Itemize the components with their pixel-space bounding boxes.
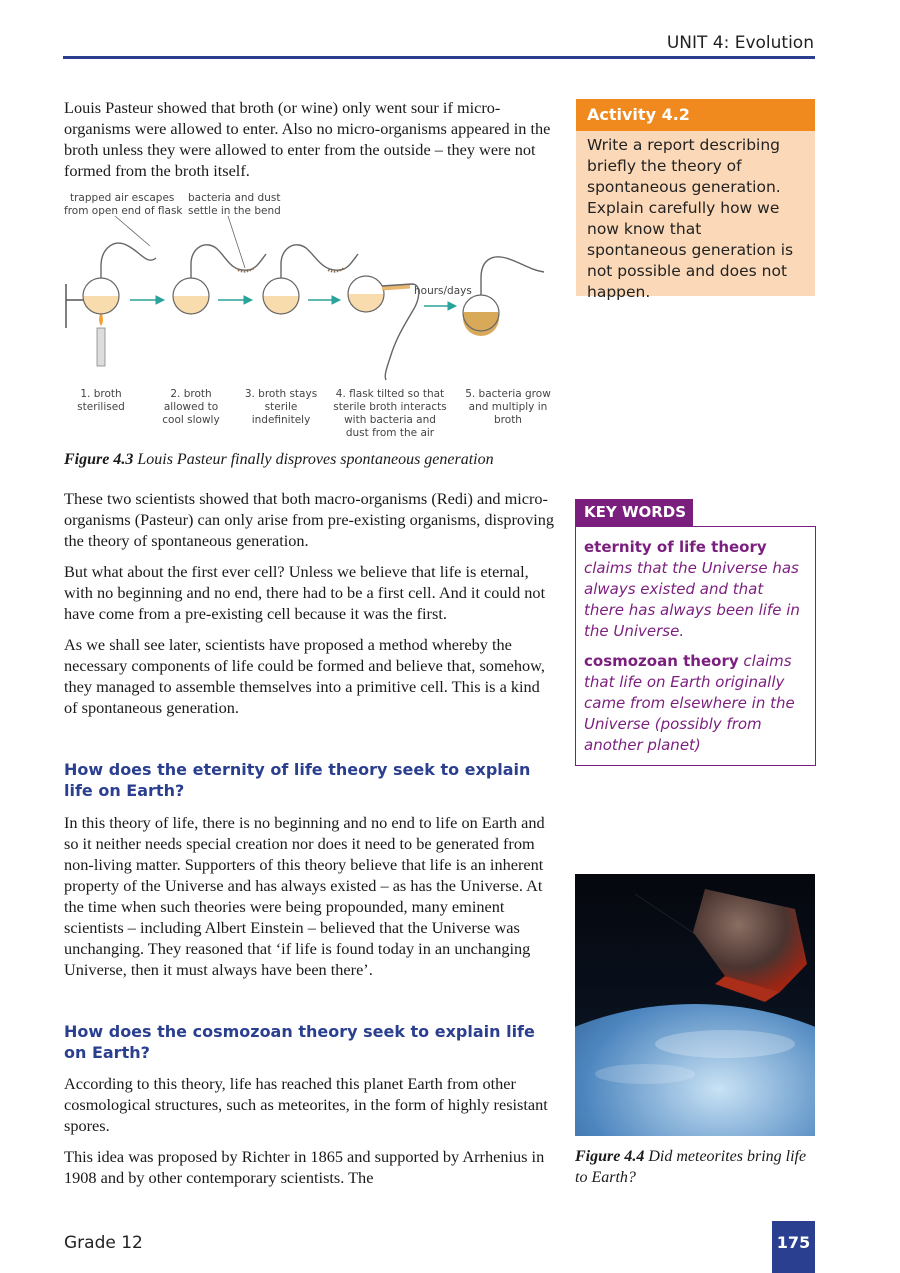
label-bacteria-dust-1: bacteria and dust	[188, 192, 281, 204]
body-section-b	[64, 1073, 554, 1188]
paragraph-cosmozoan: According to this theory, life has reached this planet Earth from other cosmological structures, such as meteorites, in the form of highly resistant spores.	[64, 1074, 548, 1135]
footer-grade: Grade 12	[64, 1233, 143, 1253]
key-word-definition: claims that the Universe has always existed and that there has always been life in the Universe.	[584, 559, 800, 640]
page-number: 175	[772, 1221, 815, 1273]
step-3-line-3: indefinitely	[251, 414, 311, 426]
paragraph-eternity: In this theory of life, there is no beginning and no end to life on Earth and so it neither needs special creation nor does it need to be generated from non-living matter. Supporters of this theory believe that life is an inherent property of the Universe and has always existed – as has the Universe. At the time when such theories were being propounded, many eminent scientists – including Albert Einstein – believed that the Universe was unchanging. They reasoned that ‘if life is found today in an unchanging Universe, then it must always have been there’.	[64, 813, 545, 979]
step-2-line-2: allowed to	[163, 401, 219, 413]
hours-days-label: hours/days	[414, 285, 472, 297]
unit-header: UNIT 4: Evolution	[666, 33, 814, 53]
flask-5	[463, 257, 544, 336]
label-trapped-air-1: trapped air escapes	[70, 192, 175, 204]
activity-title: Activity 4.2	[576, 99, 815, 131]
step-3-line-1: 3. broth stays	[244, 388, 318, 400]
figure-4-4-number: Figure 4.4	[575, 1148, 645, 1165]
intro-paragraph: Louis Pasteur showed that broth (or wine) only went sour if micro-organisms were allowed to enter. Also no micro-organisms appeared in the broth unless they were allowed to enter from the outside – they were not formed from the broth itself.	[64, 98, 551, 180]
step-3-line-2: sterile	[264, 401, 298, 413]
paragraph-macro-micro: These two scientists showed that both macro-organisms (Redi) and micro-organisms (Pasteur) can only arise from pre-existing organisms, disproving the theory of spontaneous generation.	[64, 489, 555, 550]
step-4-line-4: dust from the air	[345, 427, 435, 439]
step-5-line-2: and multiply in	[468, 401, 548, 413]
flask-4	[348, 276, 419, 380]
flask-3	[263, 245, 358, 314]
key-word-term: eternity of life theory	[584, 538, 767, 556]
figure-4-4-text: Did meteorites bring life to Earth?	[575, 1148, 807, 1186]
flask-2	[173, 245, 266, 314]
paragraph-first-cell: But what about the first ever cell? Unless we believe that life is eternal, with no beginning and no end, there had to be a first cell. And it could not have come from a pre-existing cell because it was the first.	[64, 562, 546, 623]
figure-4-4-caption	[575, 1146, 815, 1188]
step-1-line-2: sterilised	[77, 401, 125, 413]
label-trapped-air-2: from open end of flask	[64, 205, 183, 217]
activity-box	[576, 99, 815, 301]
key-word-entry	[584, 651, 807, 756]
heading-eternity-theory: How does the eternity of life theory seek to explain life on Earth?	[64, 760, 531, 800]
key-words-box	[575, 526, 816, 766]
heading-cosmozoan-theory: How does the cosmozoan theory seek to explain life on Earth?	[64, 1022, 535, 1062]
step-2-line-3: cool slowly	[162, 414, 220, 426]
figure-4-3-number: Figure 4.3	[64, 451, 134, 468]
meteor-earth-photo	[575, 874, 815, 1136]
step-4-line-1: 4. flask tilted so that	[335, 388, 445, 400]
paragraph-richter: This idea was proposed by Richter in 1865 and supported by Arrhenius in 1908 and by other contemporary scientists. The	[64, 1147, 545, 1187]
step-4-line-3: with bacteria and	[344, 414, 436, 426]
key-words-title: KEY WORDS	[575, 499, 693, 526]
step-1-line-1: 1. broth	[80, 388, 122, 400]
paragraph-spontaneous: As we shall see later, scientists have proposed a method whereby the necessary components of life could be formed and believe that, somehow, they managed to assemble themselves into a primitive cell. This is a kind of spontaneous generation.	[64, 635, 545, 717]
key-word-term: cosmozoan theory	[584, 652, 739, 670]
step-5-line-3: broth	[494, 414, 522, 426]
step-2-line-1: 2. broth	[170, 388, 212, 400]
figure-4-3-text: Louis Pasteur finally disproves spontaneous generation	[133, 451, 494, 468]
flask-1	[83, 243, 156, 314]
activity-body: Write a report describing briefly the theory of spontaneous generation. Explain carefully how we now know that spontaneous generation is not possible and does not happen.	[587, 136, 794, 301]
body-section-a	[64, 488, 554, 718]
pasteur-flask-diagram	[60, 188, 560, 450]
step-4-line-2: sterile broth interacts	[333, 401, 447, 413]
header-rule	[63, 56, 815, 59]
step-5-line-1: 5. bacteria grow	[465, 388, 551, 400]
label-bacteria-dust-2: settle in the bend	[188, 205, 281, 217]
figure-4-3-caption	[64, 449, 554, 470]
key-word-definition: claims that life on Earth originally came from elsewhere in the Universe (possibly from another planet)	[584, 652, 795, 754]
key-word-entry	[584, 537, 807, 642]
